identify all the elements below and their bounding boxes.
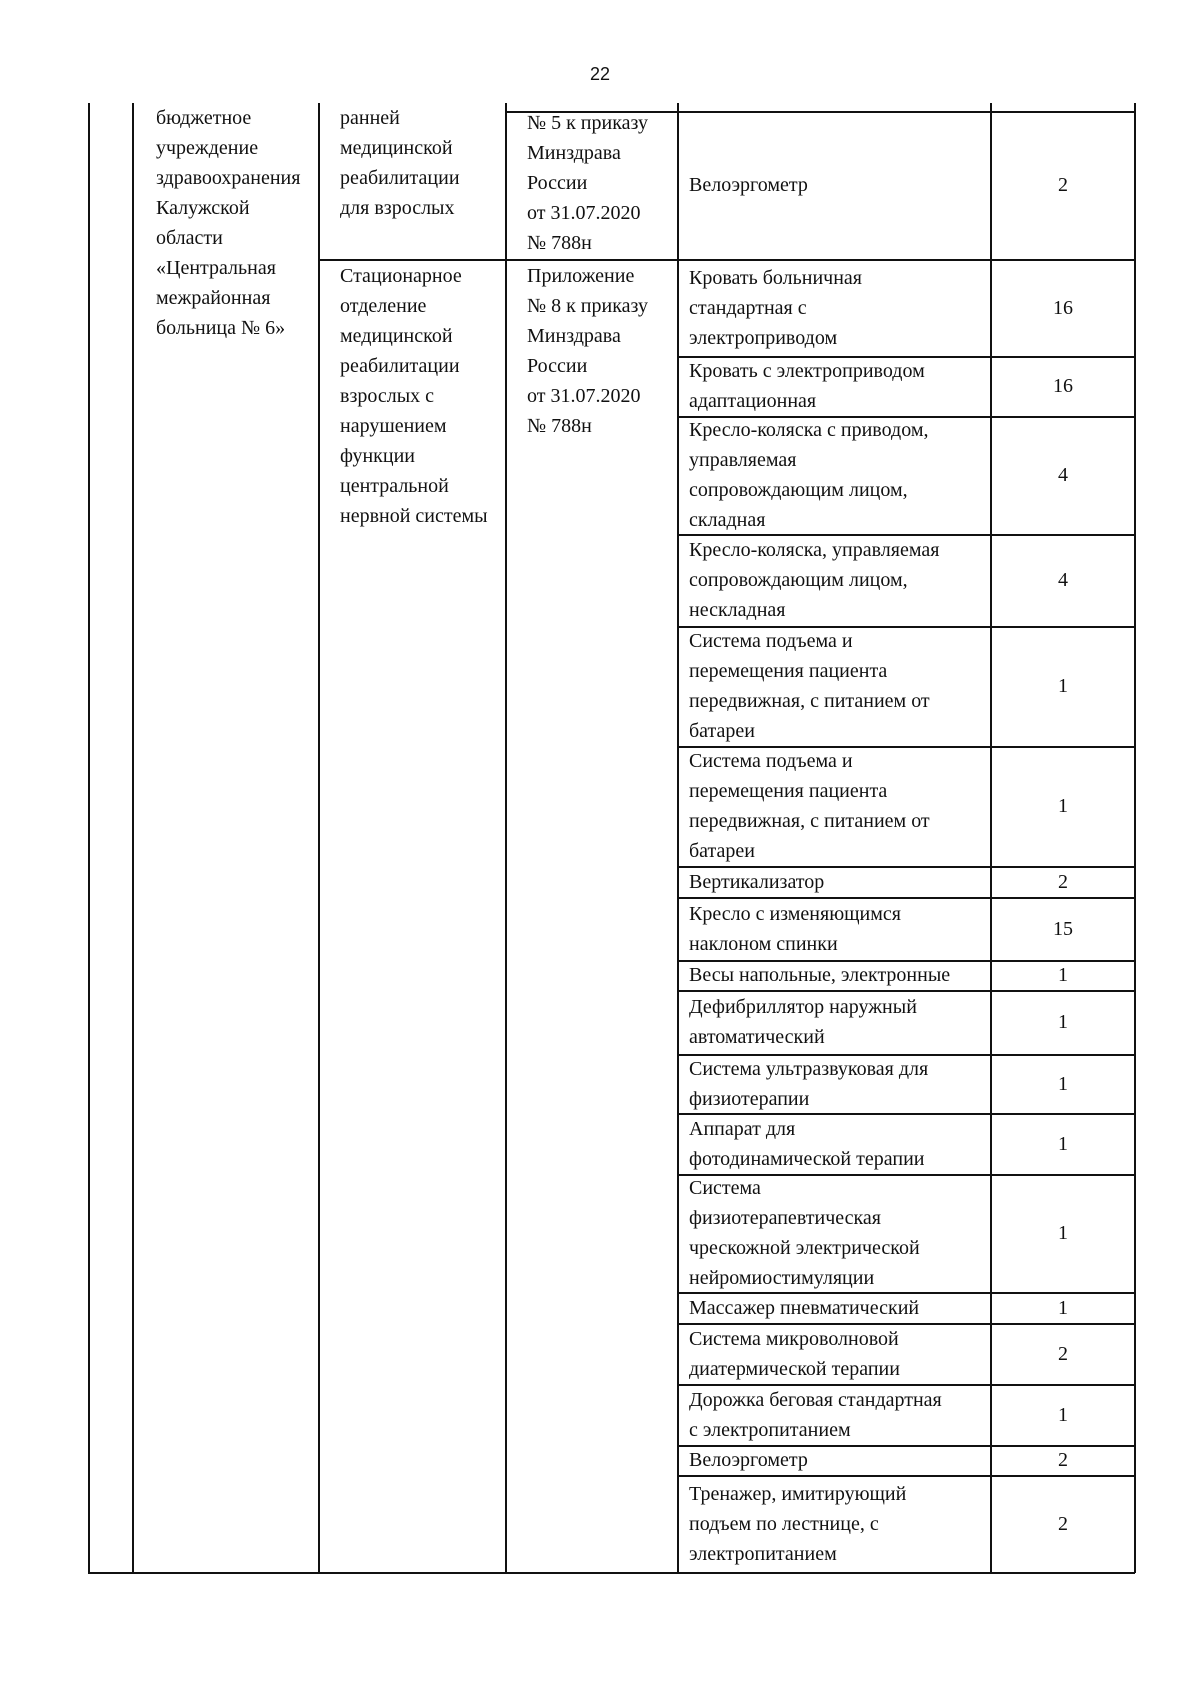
- row-divider: [677, 1445, 1135, 1447]
- equipment-quantity: 2: [1058, 174, 1068, 196]
- row-divider: [677, 356, 1135, 358]
- equipment-quantity: 1: [1058, 1132, 1068, 1155]
- equipment-quantity: 1: [1058, 1072, 1068, 1095]
- equipment-quantity: 16: [1053, 375, 1073, 397]
- row-divider: [677, 534, 1135, 536]
- equipment-name: Тренажер, имитирующий подъем по лестнице, с электропитанием: [689, 1482, 907, 1565]
- row-divider: [677, 990, 1135, 992]
- equipment-quantity: 16: [1053, 296, 1073, 319]
- equipment-quantity: 1: [1058, 1296, 1068, 1319]
- equipment-name: Система подъема и перемещения пациента передвижная, с питанием от батареи: [689, 630, 930, 742]
- equipment-quantity: 1: [1058, 675, 1068, 697]
- column-divider: [318, 103, 320, 1573]
- row-divider: [677, 866, 1135, 868]
- column-divider: [505, 103, 507, 1573]
- equipment-name: Кресло с изменяющимся наклоном спинки: [689, 902, 901, 955]
- table-border-left: [88, 103, 90, 1573]
- equipment-name: Система ультразвуковая для физиотерапии: [689, 1057, 929, 1110]
- row-divider: [677, 1292, 1135, 1294]
- equipment-name: Весы напольные, электронные: [689, 964, 951, 986]
- equipment-name: Велоэргометр: [689, 1449, 808, 1471]
- equipment-name: Кресло-коляска, управляемая сопровождающим лицом, нескладная: [689, 539, 940, 621]
- equipment-name: Аппарат для фотодинамической терапии: [689, 1117, 925, 1170]
- equipment-quantity: 2: [1058, 870, 1068, 893]
- equipment-quantity: 2: [1058, 1342, 1068, 1365]
- equipment-name: Дефибриллятор наружный автоматический: [689, 996, 917, 1048]
- row-divider: [677, 1475, 1135, 1477]
- equipment-name: Система подъема и перемещения пациента передвижная, с питанием от батареи: [689, 750, 930, 862]
- order-cell: Приложение № 8 к приказу Минздрава России от 31.07.2020 № 788н: [527, 265, 648, 437]
- institution-cell: бюджетное учреждение здравоохранения Калужской области «Центральная межрайонная больница № 6»: [156, 107, 301, 339]
- table-border-bottom: [88, 1572, 1135, 1574]
- equipment-name: Дорожка беговая стандартная с электропитанием: [689, 1388, 942, 1441]
- equipment-quantity: 4: [1058, 569, 1068, 591]
- column-divider: [132, 103, 134, 1573]
- equipment-name: Кровать с электроприводом адаптационная: [689, 360, 925, 412]
- equipment-quantity: 1: [1058, 1222, 1068, 1244]
- equipment-name: Кровать больничная стандартная с электроприводом: [689, 266, 862, 349]
- equipment-quantity: 1: [1058, 964, 1068, 986]
- department-cell: ранней медицинской реабилитации для взрослых: [340, 107, 460, 219]
- equipment-quantity: 4: [1058, 464, 1068, 486]
- row-divider: [677, 1054, 1135, 1056]
- row-divider: [677, 1113, 1135, 1115]
- equipment-name: Велоэргометр: [689, 174, 808, 196]
- row-divider: [677, 1384, 1135, 1386]
- equipment-name: Массажер пневматический: [689, 1296, 920, 1319]
- row-divider: [677, 416, 1135, 418]
- department-cell: Стационарное отделение медицинской реабилитации взрослых с нарушением функции центральной нервной системы: [340, 265, 488, 527]
- row-divider: [677, 960, 1135, 962]
- row-divider: [677, 746, 1135, 748]
- equipment-quantity: 1: [1058, 1403, 1068, 1426]
- row-divider: [677, 1174, 1135, 1176]
- equipment-name: Вертикализатор: [689, 870, 825, 893]
- row-divider: [677, 259, 1135, 261]
- equipment-quantity: 1: [1058, 795, 1068, 817]
- row-divider: [677, 626, 1135, 628]
- equipment-quantity: 2: [1058, 1512, 1068, 1535]
- equipment-name: Система физиотерапевтическая чрескожной электрической нейромиостимуляции: [689, 1177, 920, 1289]
- equipment-quantity: 2: [1058, 1449, 1068, 1471]
- equipment-name: Кресло-коляска с приводом, управляемая сопровождающим лицом, складная: [689, 419, 929, 531]
- equipment-quantity: 15: [1053, 917, 1073, 940]
- equipment-name: Система микроволновой диатермической терапии: [689, 1327, 900, 1380]
- row-divider: [677, 897, 1135, 899]
- row-divider: [677, 1323, 1135, 1325]
- table-border-right: [1134, 103, 1136, 1573]
- order-cell: № 5 к приказу Минздрава России от 31.07.2020 № 788н: [527, 112, 648, 254]
- page-number: 22: [589, 64, 611, 84]
- equipment-quantity: 1: [1058, 1011, 1068, 1033]
